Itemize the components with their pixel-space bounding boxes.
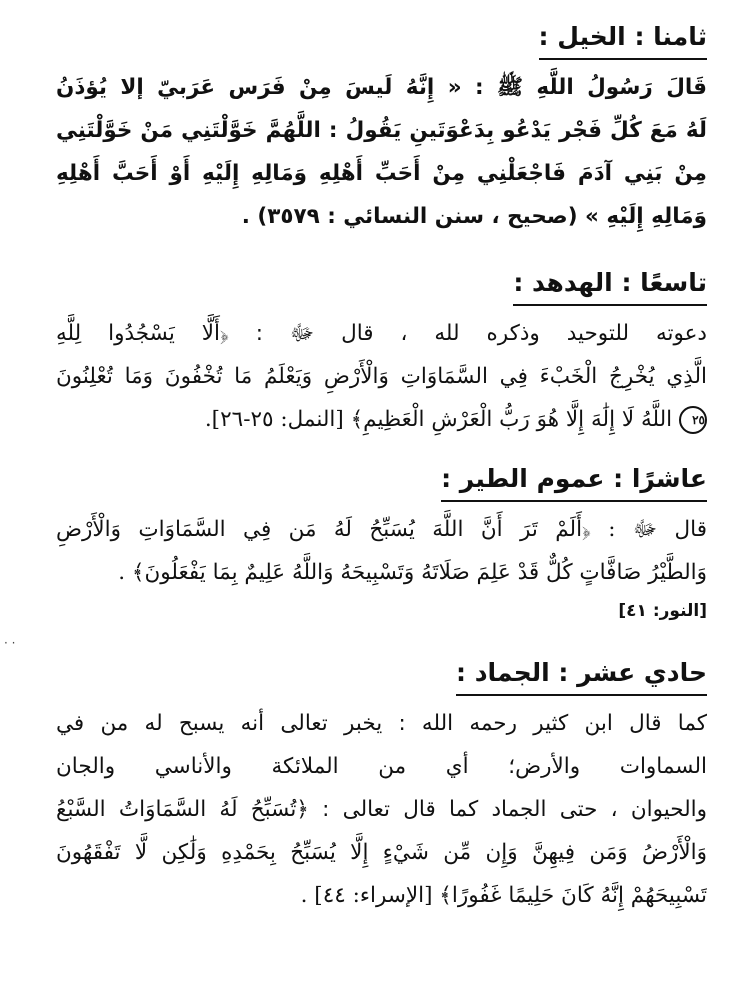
margin-dots: · · [4,636,16,650]
quran-line: وَالطَّيْرُ صَافَّاتٍ كُلٌّ قَدْ عَلِمَ صَلَاتَهُ وَتَسْبِيحَهُ وَاللَّهُ عَلِيمٌ بِمَا يَفْعَلُونَ﴾ . [118,560,707,585]
quran-line: الَّذِي يُخْرِجُ الْخَبْءَ فِي السَّمَاوَاتِ وَالْأَرْضِ وَيَعْلَمُ مَا تُخْفُونَ وَمَا تُعْلِنُونَ [56,364,707,389]
section-heading: حادي عشر : الجماد : [456,654,707,696]
section-inanimate [56,654,707,917]
text-line: دعوته للتوحيد وذكره لله ، قال ﷻ : ﴿أَلَّا يَسْجُدُوا لِلَّهِ [56,321,707,346]
text-line: قَالَ رَسُولُ اللَّهِ ﷺ : « إِنَّهُ لَيسَ مِنْ فَرَس عَرَبيّ إلا يُؤذَنُ [56,75,707,100]
quran-line: قال ﷻ : ﴿أَلَمْ تَرَ أَنَّ اللَّهَ يُسَبِّحُ لَهُ مَن فِي السَّمَاوَاتِ وَالْأَرْضِ [56,517,707,542]
section-birds [56,460,707,646]
quran-line: وَالْأَرْضُ وَمَن فِيهِنَّ وَإِن مِّن شَيْءٍ إِلَّا يُسَبِّحُ بِحَمْدِهِ وَلَٰكِن لَّا تَفْقَهُونَ [56,840,707,865]
text-line: كما قال ابن كثير رحمه الله : يخبر تعالى أنه يسبح له من في [56,711,707,736]
section-horses [56,18,707,256]
text-line: مِنْ بَنِي آدَمَ فَاجْعَلْنِي مِنْ أَحَبِّ أَهْلِهِ وَمَالِهِ إِلَيْهِ أَوْ أَحَبَّ أَهْلِهِ [56,161,707,186]
section-hoopoe [56,264,707,452]
text-line: وَمَالِهِ إِلَيْهِ » (صحيح ، سنن النسائي : ٣٥٧٩) . [241,204,707,229]
page [56,18,707,925]
text-line: لَهُ مَعَ كُلِّ فَجْر يَدْعُو بِدَعْوَتَينِ يَقُولُ : اللَّهُمَّ خَوَّلْتَنِي مَنْ خَوَّلْتَنِي [56,118,707,143]
quran-text: اللَّهُ لَا إِلَٰهَ إِلَّا هُوَ رَبُّ الْعَرْشِ الْعَظِيمِ﴾ [النمل: ٢٥-٢٦]. [204,407,673,432]
text-line: والحيوان ، حتى الجماد كما قال تعالى : ﴿تُسَبِّحُ لَهُ السَّمَاوَاتُ السَّبْعُ [56,797,707,822]
text-line: السماوات والأرض؛ أي من الملائكة والأناسي والجان [56,754,707,779]
ayah-number-icon: ٢٥ [679,406,707,434]
quran-line [56,398,707,441]
section-heading: عاشرًا : عموم الطير : [441,460,707,502]
section-heading: تاسعًا : الهدهد : [513,264,707,306]
section-heading: ثامنا : الخيل : [539,18,707,60]
quran-line: تَسْبِيحَهُمْ إِنَّهُ كَانَ حَلِيمًا غَفُورًا﴾ [الإسراء: ٤٤] . [300,883,707,908]
verse-reference: [النور: ٤١] [618,601,707,621]
